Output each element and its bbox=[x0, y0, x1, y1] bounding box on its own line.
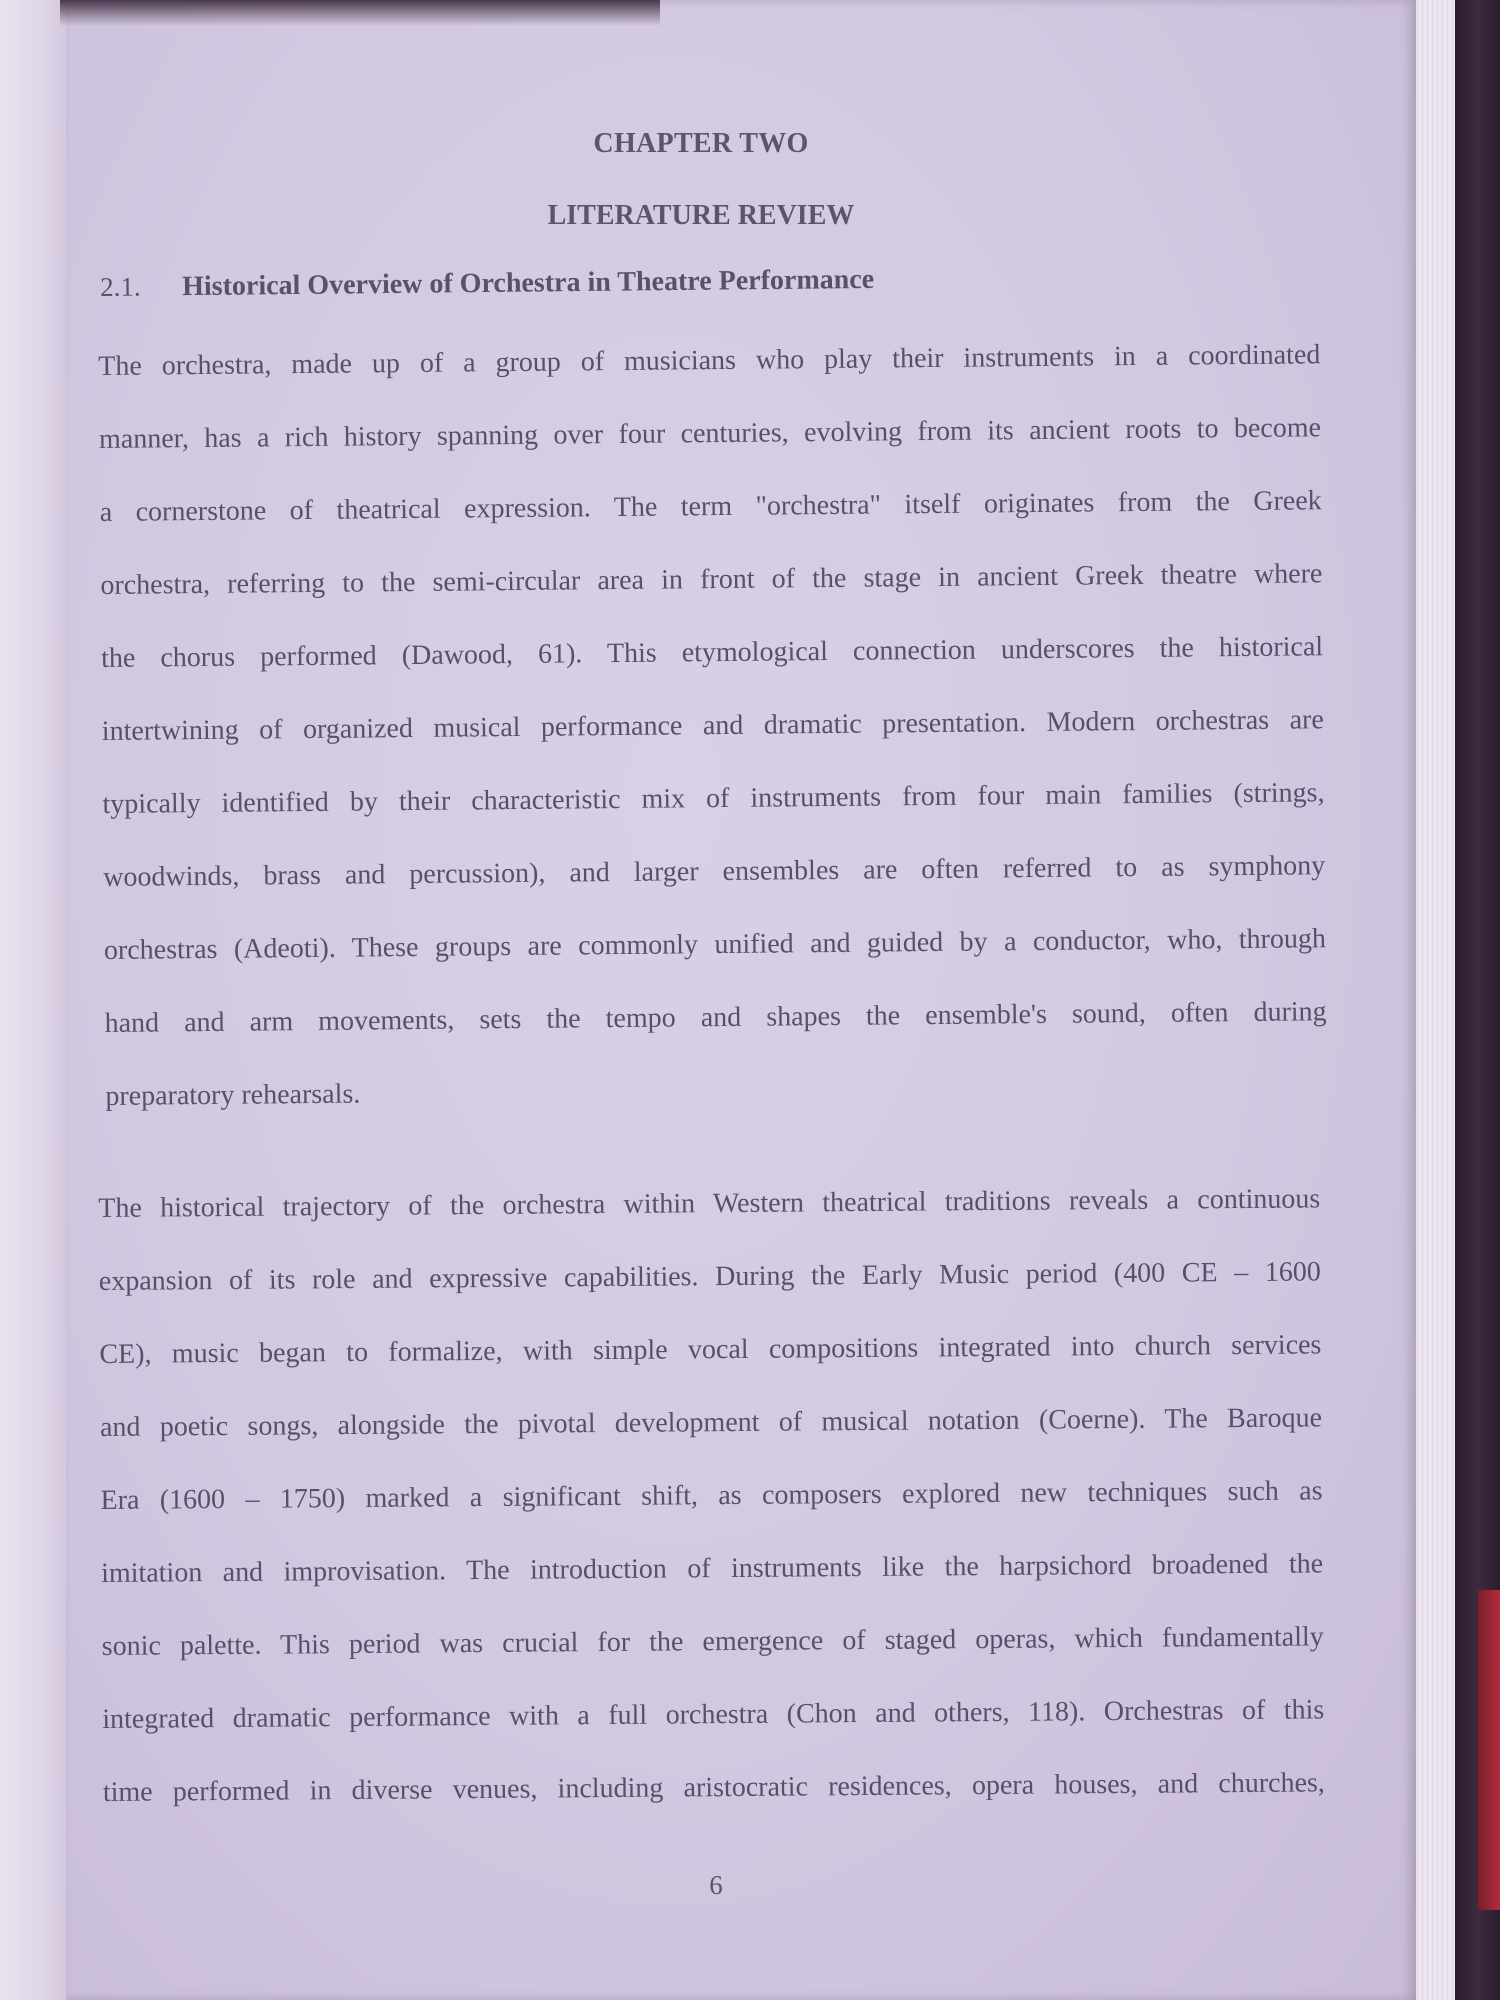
paragraph-line: Era (1600 – 1750) marked a significant shift, as composers explored new techniques such as bbox=[100, 1475, 1323, 1516]
top-shadow bbox=[60, 0, 660, 26]
paragraph-line: time performed in diverse venues, including aristocratic residences, opera houses, and churches, bbox=[102, 1767, 1325, 1808]
paragraph-line: The historical trajectory of the orchestra within Western theatrical traditions reveals a continuous bbox=[98, 1183, 1321, 1224]
paragraph-line: the chorus performed (Dawood, 61). This etymological connection underscores the historical bbox=[101, 631, 1324, 674]
paragraph-line: woodwinds, brass and percussion), and larger ensembles are often referred to as symphony bbox=[103, 850, 1326, 893]
paragraph-line: The orchestra, made up of a group of musicians who play their instruments in a coordinated bbox=[98, 339, 1321, 382]
paragraph-line: intertwining of organized musical performance and dramatic presentation. Modern orchestras are bbox=[101, 704, 1324, 747]
paragraph-line: sonic palette. This period was crucial for the emergence of staged operas, which fundamentally bbox=[101, 1621, 1324, 1662]
paragraph-line: manner, has a rich history spanning over four centuries, evolving from its ancient roots to become bbox=[98, 412, 1322, 455]
chapter-title: CHAPTER TWO bbox=[593, 128, 809, 159]
document-page bbox=[66, 0, 1416, 2000]
cover-accent bbox=[1478, 1590, 1500, 1910]
paragraph-line: preparatory rehearsals. bbox=[105, 1078, 361, 1112]
paragraph-line: expansion of its role and expressive capabilities. During the Early Music period (400 CE – 1600 bbox=[98, 1256, 1321, 1297]
page-edges bbox=[1410, 0, 1460, 2000]
paragraph-line: integrated dramatic performance with a full orchestra (Chon and others, 118). Orchestras of this bbox=[102, 1694, 1325, 1735]
paragraph-line: and poetic songs, alongside the pivotal development of musical notation (Coerne). The Baroque bbox=[99, 1402, 1323, 1443]
paragraph-line: hand and arm movements, sets the tempo and shapes the ensemble's sound, often during bbox=[104, 996, 1327, 1039]
paragraph-line: imitation and improvisation. The introduction of instruments like the harpsichord broadened the bbox=[101, 1548, 1324, 1589]
paragraph-line: CE), music began to formalize, with simple vocal compositions integrated into church services bbox=[99, 1329, 1322, 1370]
paragraph-1 bbox=[98, 318, 1328, 1133]
section-title: LITERATURE REVIEW bbox=[547, 200, 855, 231]
subsection-number: 2.1. bbox=[100, 271, 141, 302]
page-number: 6 bbox=[709, 1870, 723, 1900]
paragraph-line: typically identified by their characteristic mix of instruments from four main families (strings, bbox=[102, 777, 1325, 820]
paragraph-2 bbox=[98, 1162, 1325, 1829]
subsection-title: Historical Overview of Orchestra in Theatre Performance bbox=[181, 263, 875, 303]
paragraph-line: a cornerstone of theatrical expression. The term "orchestra" itself originates from the Greek bbox=[99, 485, 1322, 528]
paragraph-line: orchestras (Adeoti). These groups are commonly unified and guided by a conductor, who, through bbox=[103, 923, 1327, 966]
paragraph-line: orchestra, referring to the semi-circular area in front of the stage in ancient Greek theatre where bbox=[100, 558, 1323, 601]
subsection-heading bbox=[100, 264, 874, 304]
